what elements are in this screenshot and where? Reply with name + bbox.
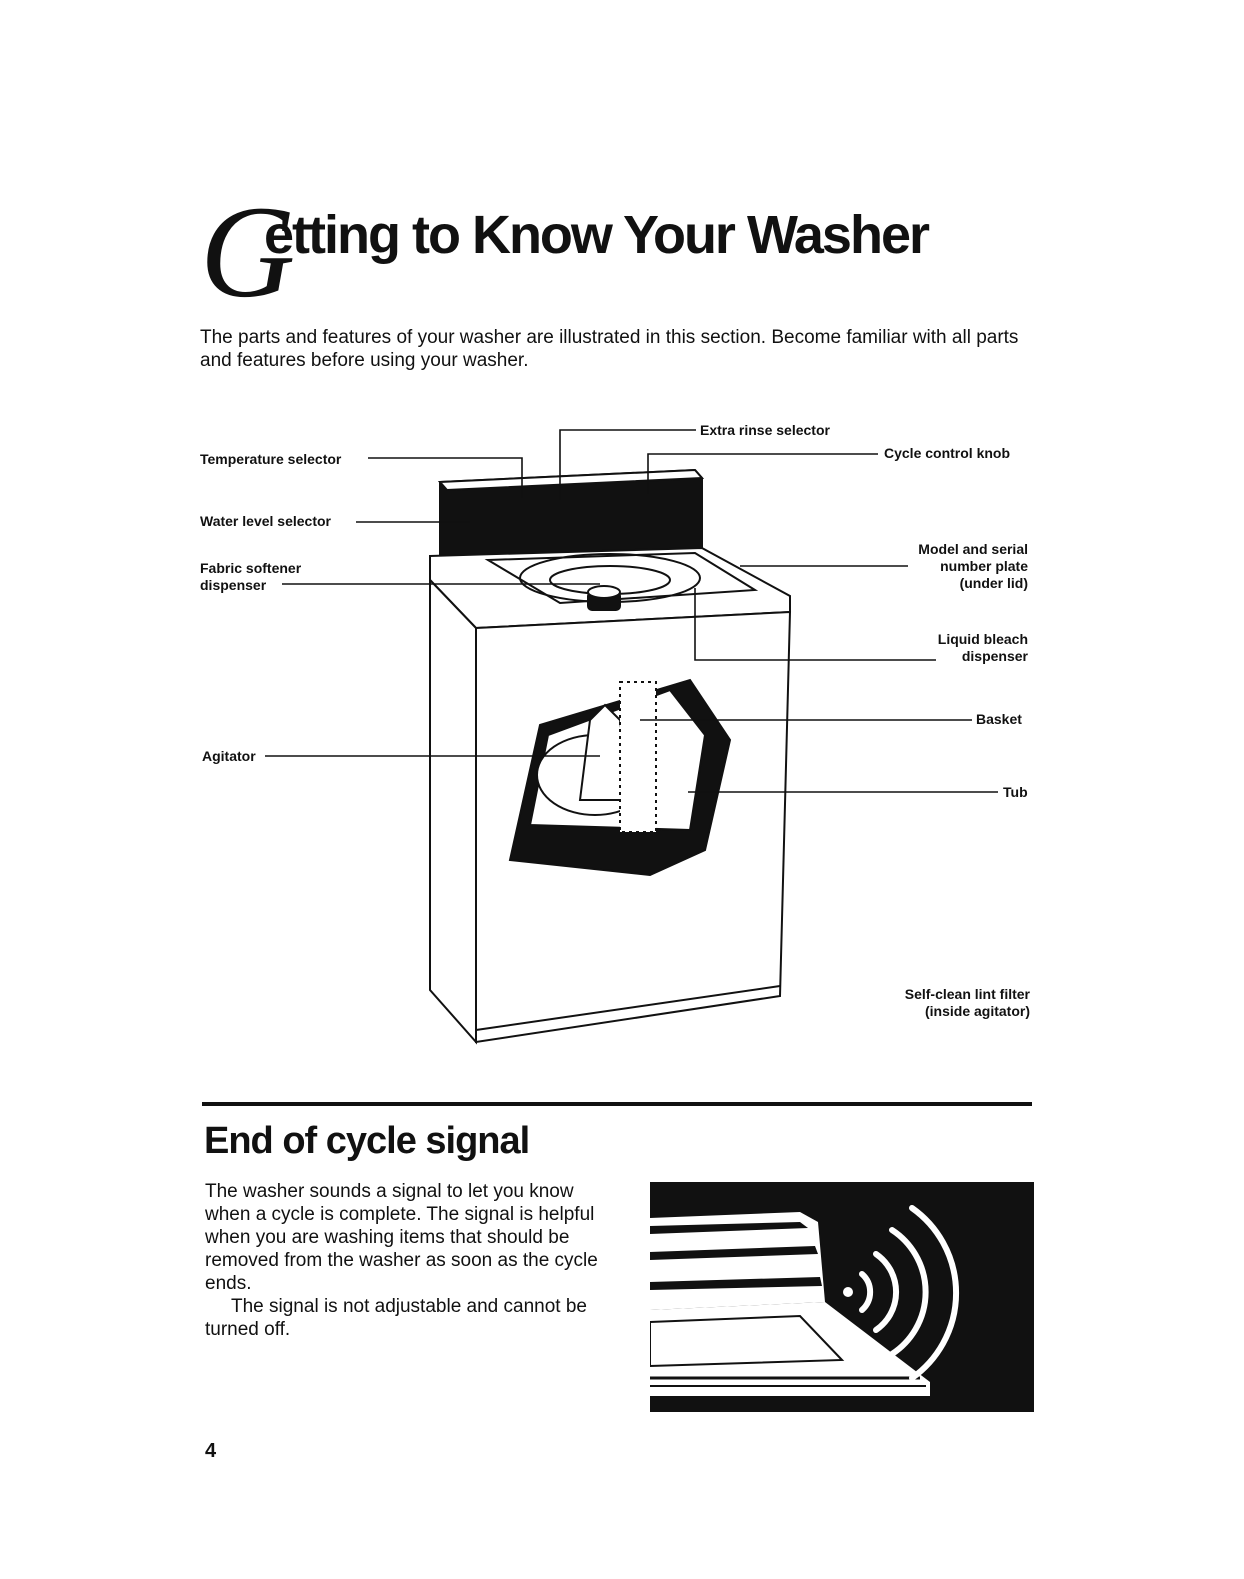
label-extra-rinse-selector: Extra rinse selector [700, 422, 830, 438]
basket-perforation [620, 682, 656, 832]
label-cycle-control-knob: Cycle control knob [884, 445, 1011, 461]
section-divider [202, 1102, 1032, 1106]
section-body [205, 1180, 615, 1341]
label-tub: Tub [1003, 784, 1028, 800]
sound-waves-illustration [650, 1182, 1034, 1412]
label-agitator: Agitator [202, 748, 256, 764]
label-basket: Basket [976, 711, 1022, 727]
title-initial: G [200, 178, 296, 325]
label-temperature-selector: Temperature selector [200, 451, 342, 467]
section-paragraph-1: The washer sounds a signal to let you know when a cycle is complete. The signal is helpful when you are washing items that should be removed from the washer as soon as the cycle ends. [205, 1181, 598, 1294]
cabinet-side [430, 580, 476, 1042]
section-paragraph-2: The signal is not adjustable and cannot be turned off. [205, 1296, 587, 1340]
label-self-clean-lint-filter: Self-clean lint filter (inside agitator) [904, 986, 1030, 1019]
signal-illustration [650, 1182, 1034, 1412]
label-liquid-bleach-dispenser: Liquid bleach dispenser [937, 631, 1028, 664]
page-number: 4 [205, 1440, 217, 1462]
title-text: etting to Know Your Washer [264, 205, 929, 265]
label-model-serial-plate: Model and serial number plate (under lid) [918, 541, 1028, 591]
intro-paragraph: The parts and features of your washer are illustrated in this section. Become familiar with all parts and features before using your washer. [200, 327, 1019, 371]
label-water-level-selector: Water level selector [200, 513, 331, 529]
label-fabric-softener-dispenser: Fabric softener dispenser [200, 560, 302, 593]
section-heading: End of cycle signal [204, 1120, 530, 1162]
